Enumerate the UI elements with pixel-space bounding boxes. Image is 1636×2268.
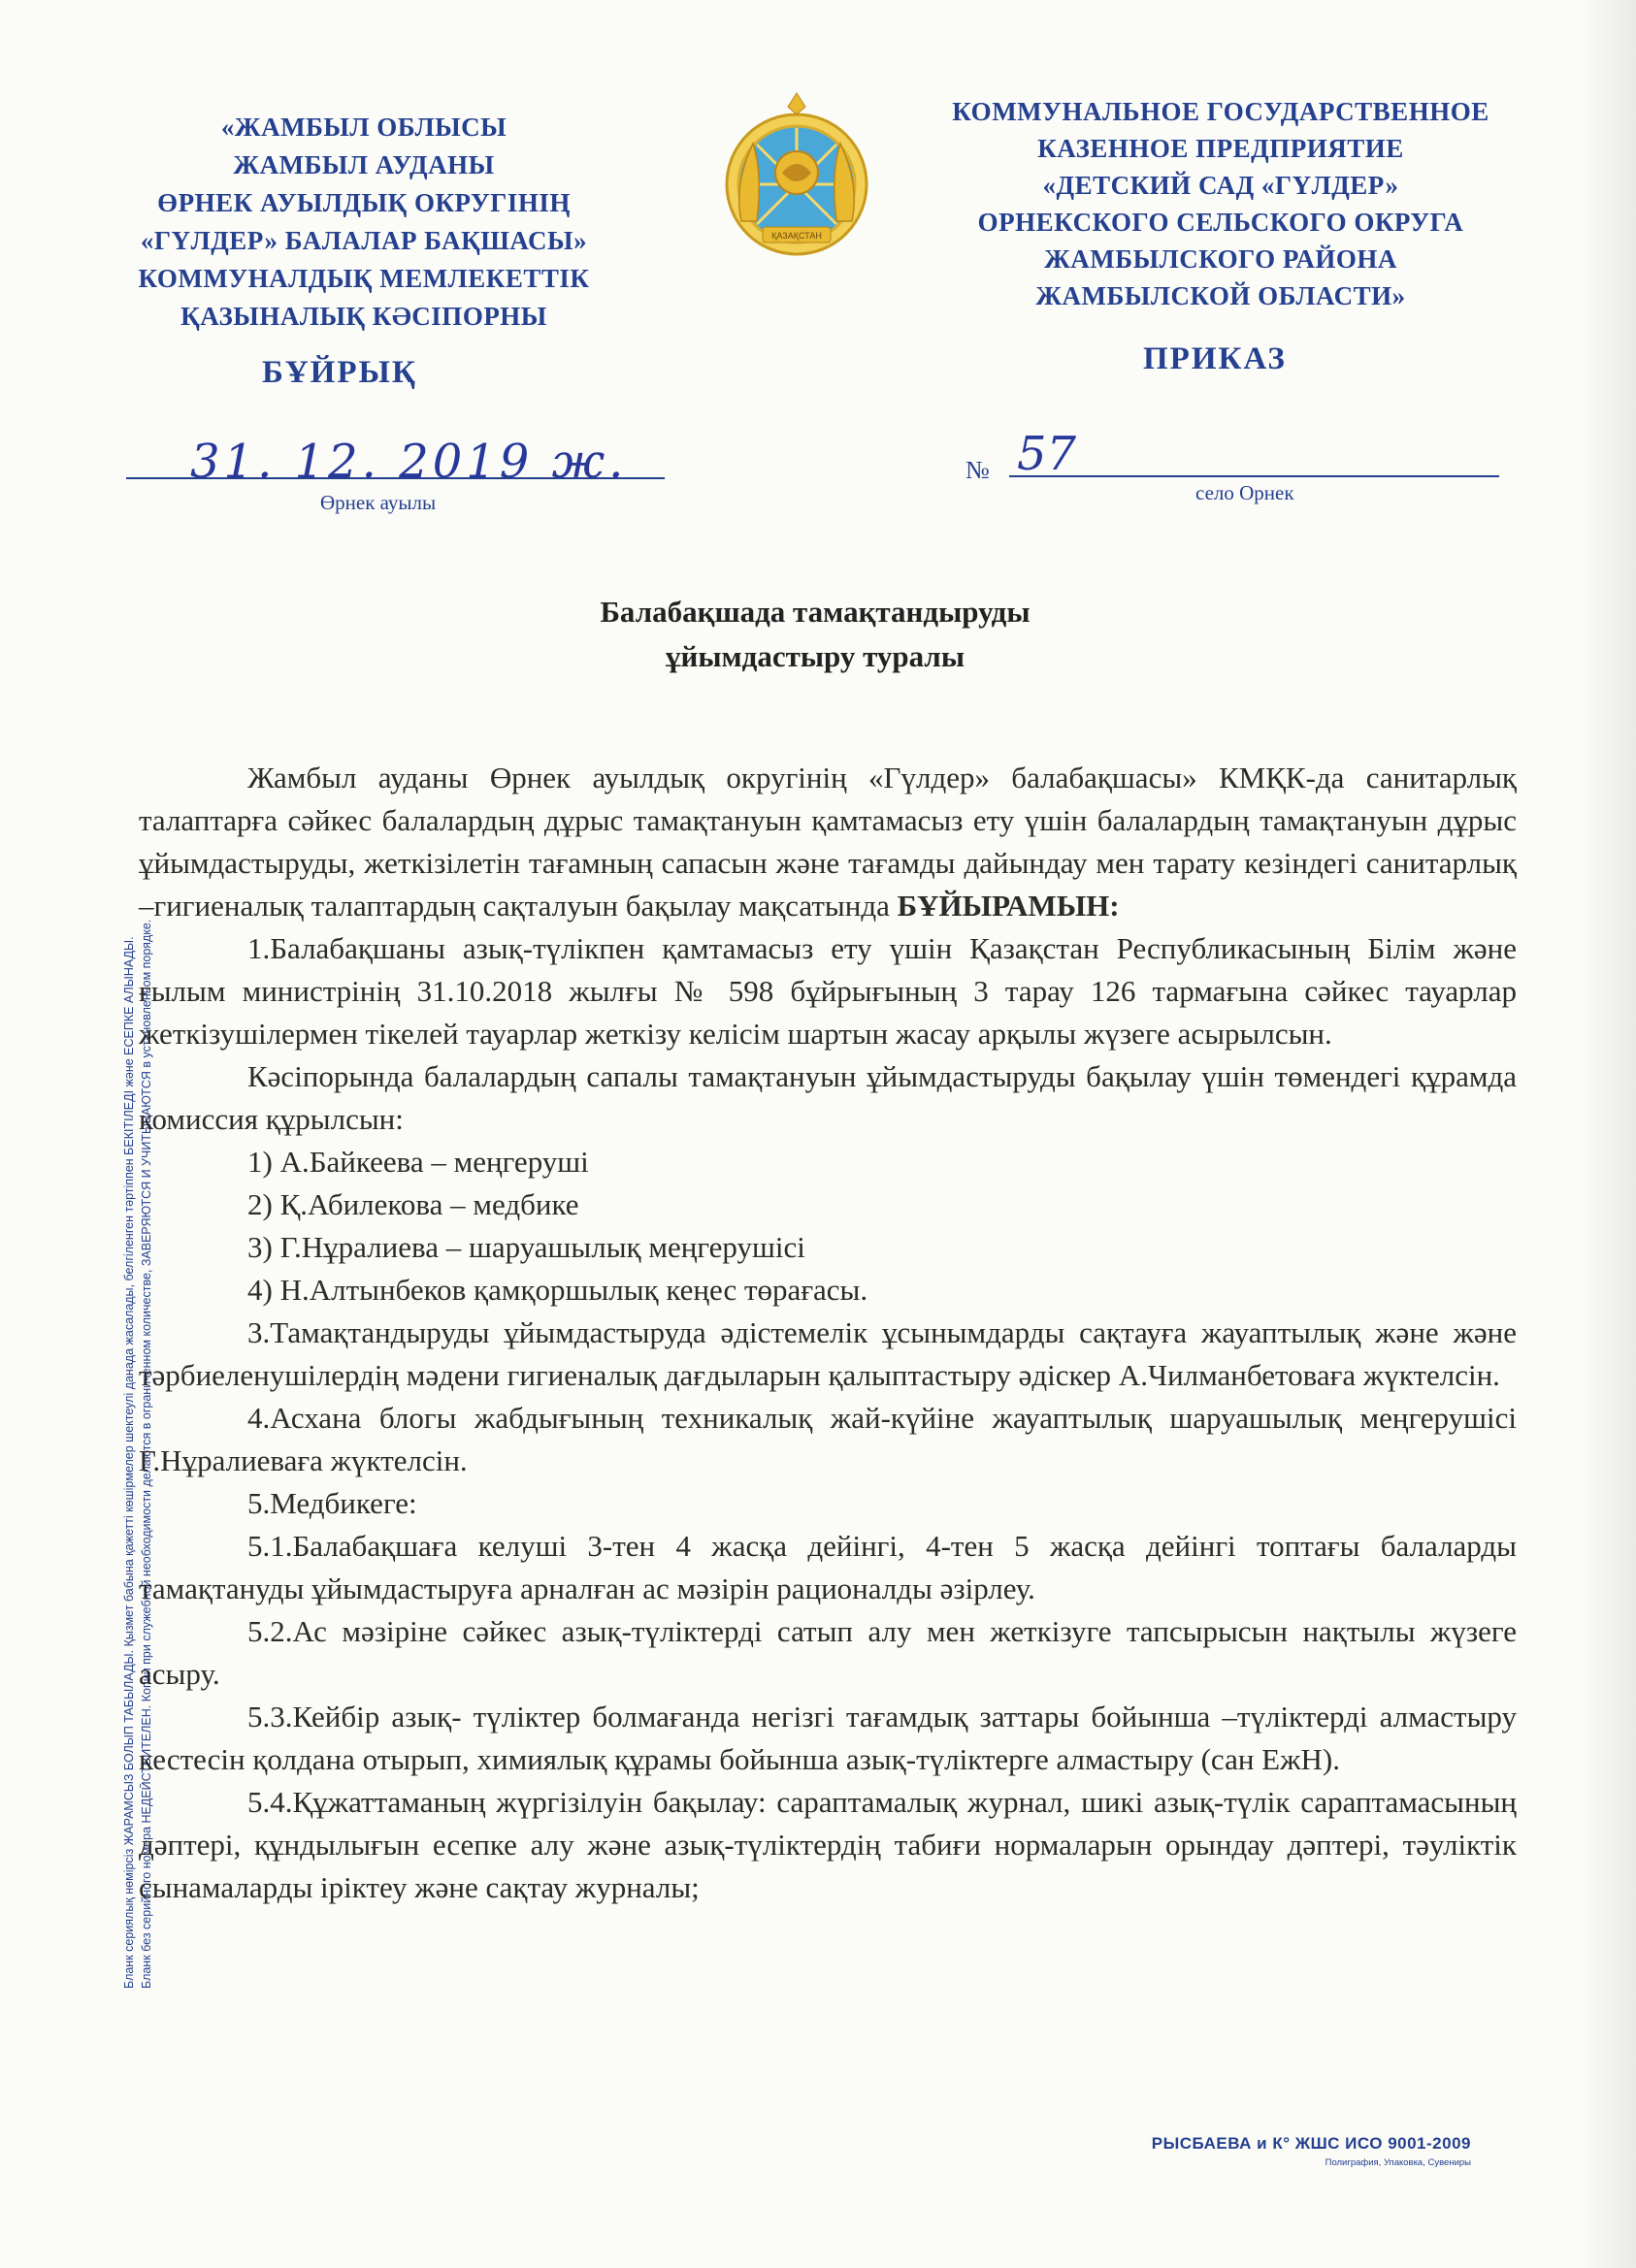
letterhead-russian-line: ЖАМБЫЛСКОГО РАЙОНА	[1044, 244, 1397, 274]
date-underline	[126, 477, 665, 479]
letterhead-kazakh-line: «ЖАМБЫЛ ОБЛЫСЫ	[220, 113, 507, 142]
commission-member: 4) Н.Алтынбеков қамқоршылық кеңес төрағасы.	[247, 1273, 868, 1307]
paragraph-3: 3.Тамақтандыруды ұйымдастыруда әдістемелік ұсынымдарды сақтауға жауаптылық және және тәрбиеленушілердің мәдени гигиеналық дағдыларын қалыптастыру әдіскер А.Чилманбетоваға жүктелсін.	[139, 1315, 1517, 1392]
printer-logo	[1152, 2134, 1471, 2168]
commission-member: 2) Қ.Абилекова – медбике	[247, 1187, 579, 1221]
number-label: №	[965, 456, 990, 484]
letterhead-kazakh-line: ӨРНЕК АУЫЛДЫҚ ОКРУГІНІҢ	[157, 188, 571, 217]
intro-paragraph	[139, 757, 1517, 927]
letterhead-kazakh-line: ҚАЗЫНАЛЫҚ КӘСІПОРНЫ	[180, 302, 547, 331]
commission-member: 3) Г.Нұралиева – шаруашылық меңгерушісі	[247, 1230, 805, 1264]
letterhead-kazakh	[112, 109, 616, 336]
paragraph-5-1: 5.1.Балабақшаға келуші 3-тен 4 жасқа дейінгі, 4-тен 5 жасқа дейінгі топтағы балаларды тамақтануды ұйымдастыруға арналған ас мәзірін рационалды әзірлеу.	[139, 1529, 1517, 1605]
letterhead-russian-line: ЖАМБЫЛСКОЙ ОБЛАСТИ»	[1035, 281, 1406, 310]
handwritten-order-number: 57	[1017, 427, 1077, 481]
letterhead-kazakh-line: «ГҮЛДЕР» БАЛАЛАР БАҚШАСЫ»	[140, 226, 588, 255]
intro-text: Жамбыл ауданы Өрнек ауылдық округінің «Гүлдер» балабақшасы» КМҚК-да санитарлық талаптарға сәйкес балалардың дұрыс тамақтануын қамтамасыз ету үшін балалардың тамақтануын дұрыс ұйымдастыруды, жеткізілетін тағамның сапасын және тағамды дайындау мен тарату кезіндегі санитарлық –гигиеналық талаптардың сақталуын бақылау мақсатында	[139, 761, 1517, 923]
place-kazakh: Өрнек ауылы	[320, 491, 437, 514]
order-title-kazakh: БҰЙРЫҚ	[262, 355, 417, 390]
paragraph-5-4: 5.4.Құжаттаманың жүргізілуін бақылау: сараптамалық журнал, шикі азық-түлік сараптамасының дәптері, құндылығын есепке алу және азық-түліктердің табиғи нормаларын орындау дәптері, тәуліктік сынамаларды іріктеу және сақтау журналы;	[139, 1785, 1517, 1904]
paragraph-1: 1.Балабақшаны азық-түлікпен қамтамасыз ету үшін Қазақстан Республикасының Білім және ғылым министрінің 31.10.2018 жылғы № 598 бұйрығының 3 тарау 126 тармағына сәйкес тауарлар жеткізушілермен тікелей тауарлар жеткізу келісім шартын жасау арқылы жүзеге асырылсын.	[139, 931, 1517, 1051]
paragraph-4: 4.Асхана блогы жабдығының техникалық жай-күйіне жауаптылық шаруашылық меңгерушісі Г.Нұралиеваға жүктелсін.	[139, 1401, 1517, 1477]
printer-subtitle: Полиграфия, Упаковка, Сувениры	[1325, 2157, 1471, 2168]
document-title-line: Балабақшада тамақтандыруды	[600, 595, 1031, 629]
letterhead-russian-line: ОРНЕКСКОГО СЕЛЬСКОГО ОКРУГА	[977, 208, 1464, 237]
document-title-line: ұйымдастыру туралы	[665, 639, 965, 673]
place-russian: село Орнек	[1195, 481, 1294, 504]
order-title-russian: ПРИКАЗ	[1143, 341, 1287, 376]
number-underline	[1009, 475, 1499, 477]
printer-brand: РЫСБАЕВА и К° ЖШС ИСО 9001-2009	[1151, 2134, 1471, 2153]
state-emblem-icon	[724, 76, 869, 293]
emblem-text: ҚАЗАҚСТАН	[771, 231, 822, 241]
document-body	[139, 757, 1517, 1909]
intro-command: БҰЙЫРАМЫН:	[897, 889, 1120, 923]
letterhead-kazakh-line: ЖАМБЫЛ АУДАНЫ	[233, 150, 495, 179]
letterhead-russian-line: КОММУНАЛЬНОЕ ГОСУДАРСТВЕННОЕ	[952, 97, 1489, 126]
page-edge-shadow	[1578, 0, 1636, 2268]
commission-member: 1) А.Байкеева – меңгеруші	[247, 1145, 589, 1179]
paragraph-2: Кәсіпорында балалардың сапалы тамақтануын ұйымдастыруды бақылау үшін төмендегі құрамда комиссия құрылсын:	[139, 1059, 1517, 1136]
letterhead-kazakh-line: КОММУНАЛДЫҚ МЕМЛЕКЕТТІК	[138, 264, 590, 293]
paragraph-5: 5.Медбикеге:	[247, 1486, 417, 1520]
paragraph-5-2: 5.2.Ас мәзіріне сәйкес азық-түліктерді сатып алу мен жеткізуге тапсырысын нақтылы жүзеге асыру.	[139, 1614, 1517, 1691]
paragraph-5-3: 5.3.Кейбір азық- түліктер болмағанда негізгі тағамдық заттары бойынша –түліктерді алмастыру кестесін қолдана отырып, химиялық құрамы бойынша азық-түліктерге алмастыру (сан ЕжН).	[139, 1700, 1517, 1776]
handwritten-date: 31. 12. 2019 ж.	[190, 435, 628, 489]
document-title	[291, 590, 1339, 679]
side-strip-line-russian: Бланк без серийного номера НЕДЕЙСТВИТЕЛЕН. Копии при служебной необходимости делаются в ограниченном количестве, ЗАВЕРЯЮТСЯ И УЧИТЫВАЮТСЯ в установленном порядке.	[140, 919, 153, 1989]
letterhead-russian-line: «ДЕТСКИЙ САД «ГҮЛДЕР»	[1042, 171, 1399, 200]
letterhead-russian-line: КАЗЕННОЕ ПРЕДПРИЯТИЕ	[1037, 134, 1404, 163]
side-strip-line-kazakh: Бланк сериялық нөмірсіз ЖАРАМСЫЗ БОЛЫП ТАБЫЛАДЫ. Қызмет бабына қажетті көшірмелер шектеулі данада жасалады, белгіленген тәртіппен БЕКІТІЛЕДІ және ЕСЕПКЕ АЛЫНАДЫ.	[122, 936, 136, 1989]
letterhead-russian	[920, 93, 1521, 314]
